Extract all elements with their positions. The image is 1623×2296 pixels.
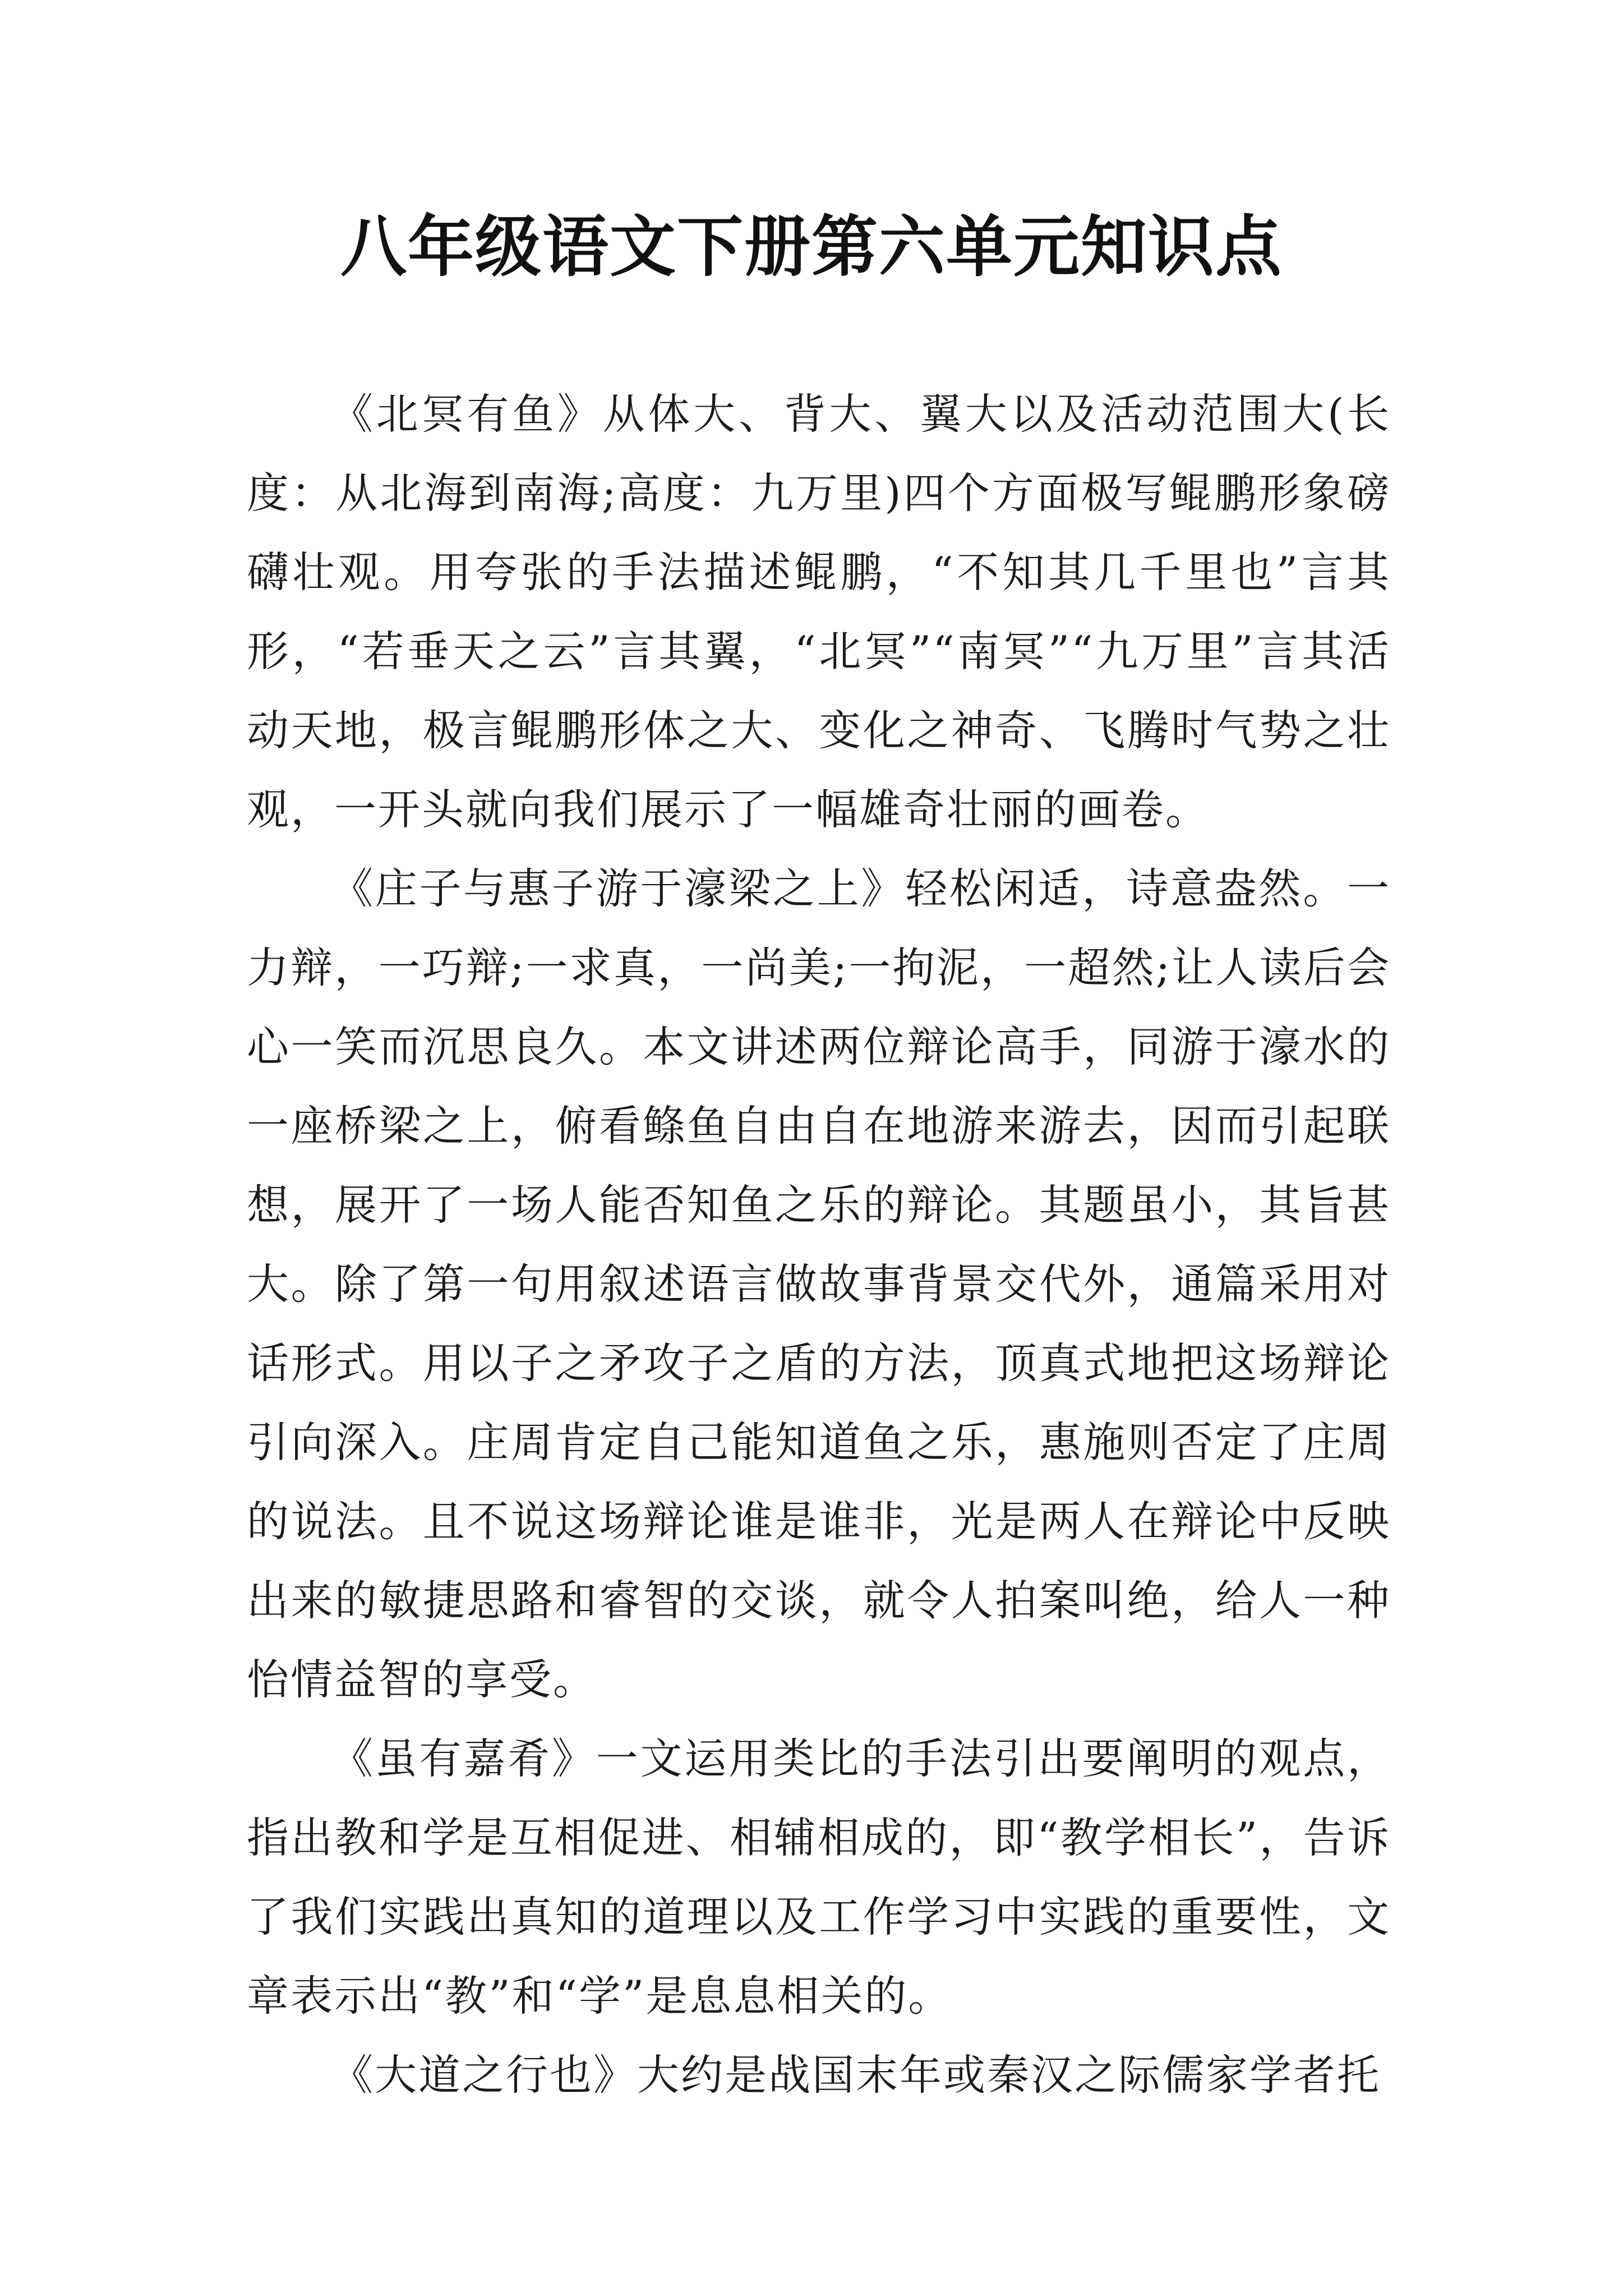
paragraph-beiming-youyu: 《北冥有鱼》从体大、背大、翼大以及活动范围大(长度：从北海到南海;高度：九万里)四个方面极写鲲鹏形象磅礴壮观。用夸张的手法描述鲲鹏，“不知其几千里也”言其形，“若垂天之云”言其翼，“北冥”“南冥”“九万里”言其活动天地，极言鲲鹏形体之大、变化之神奇、飞腾时气势之壮观，一开头就向我们展示了一幅雄奇壮丽的画卷。 [247, 389, 1391, 834]
document-body [247, 375, 1391, 2115]
paragraph-suiyou-jiayao: 《虽有嘉肴》一文运用类比的手法引出要阐明的观点，指出教和学是互相促进、相辅相成的，即“教学相长”，告诉了我们实践出真知的道理以及工作学习中实践的重要性，文章表示出“教”和“学”是息息相关的。 [247, 1734, 1391, 2021]
paragraph-zhuangzi-huizi: 《庄子与惠子游于濠梁之上》轻松闲适，诗意盎然。一力辩，一巧辩;一求真，一尚美;一拘泥，一超然;让人读后会心一笑而沉思良久。本文讲述两位辩论高手，同游于濠水的一座桥梁之上，俯看鲦鱼自由自在地游来游去，因而引起联想，展开了一场人能否知鱼之乐的辩论。其题虽小，其旨甚大。除了第一句用叙述语言做故事背景交代外，通篇采用对话形式。用以子之矛攻子之盾的方法，顶真式地把这场辩论引向深入。庄周肯定自己能知道鱼之乐，惠施则否定了庄周的说法。且不说这场辩论谁是谁非，光是两人在辩论中反映出来的敏捷思路和睿智的交谈，就令人拍案叫绝，给人一种怡情益智的享受。 [247, 864, 1391, 1704]
paragraph-dadao-zhixing: 《大道之行也》大约是战国末年或秦汉之际儒家学者托 [331, 2050, 1381, 2100]
document-title: 八年级语文下册第六单元知识点 [340, 208, 1283, 286]
